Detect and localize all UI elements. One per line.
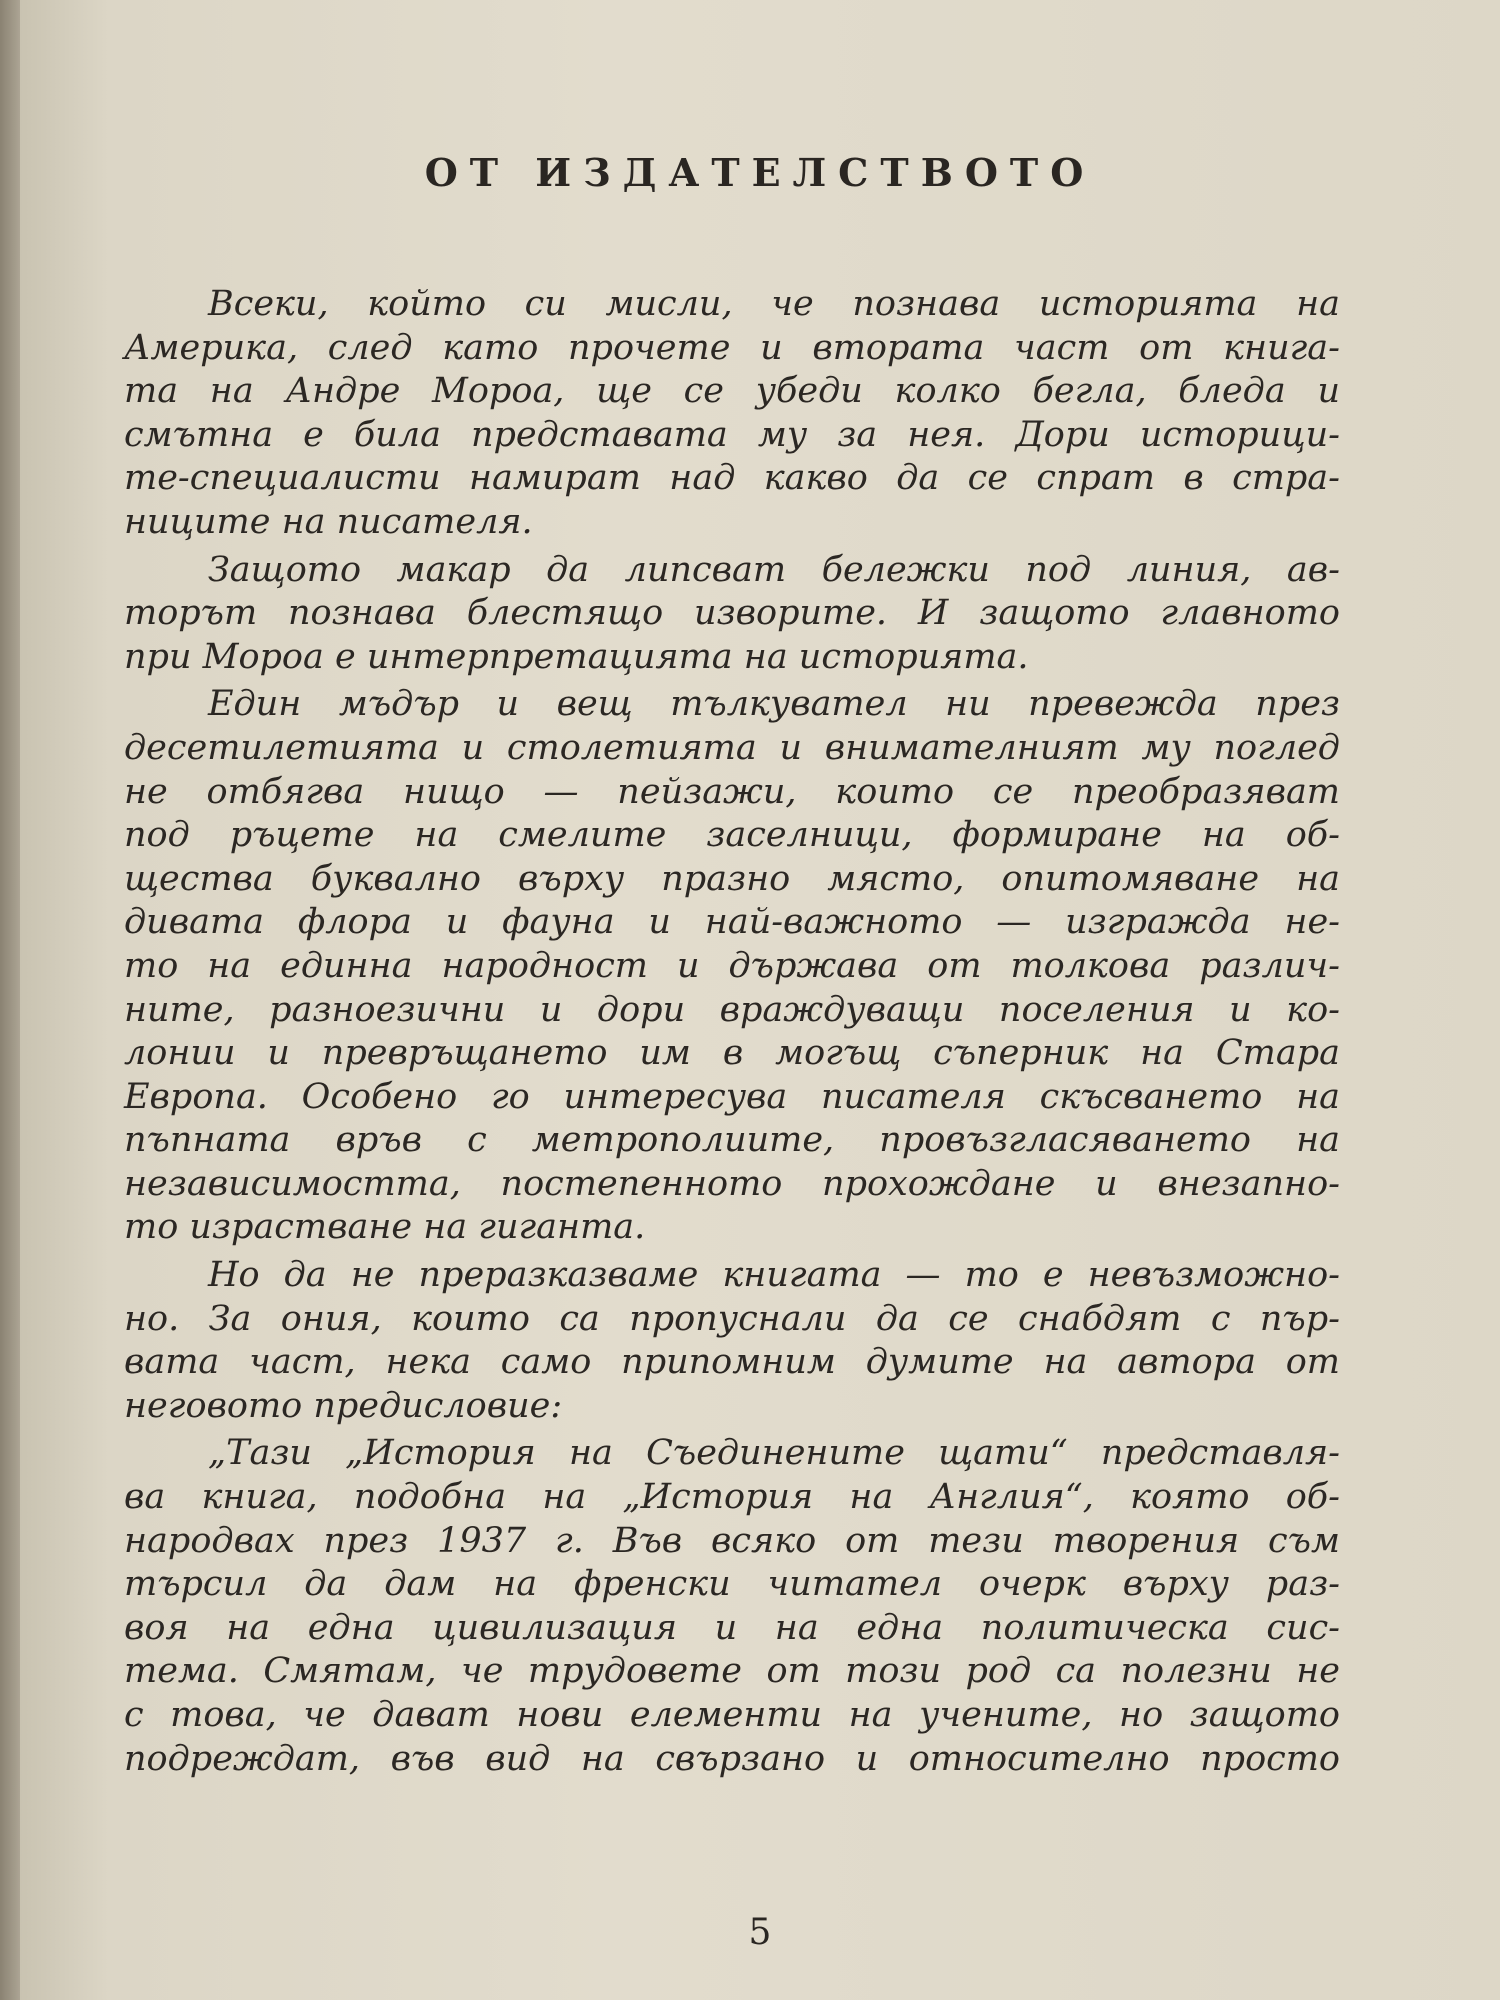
text-line: вата част, нека само припомним думите на автора от xyxy=(124,1342,1340,1383)
text-line: тема. Смятам, че трудовете от този род са полезни не xyxy=(124,1651,1340,1692)
text-line: смътна е била представата му за нея. Дори историци- xyxy=(124,414,1340,455)
text-line: пъпната връв с метрополиите, провъзгласяването на xyxy=(124,1120,1340,1161)
text-line: под ръцете на смелите заселници, формиране на об- xyxy=(124,815,1340,856)
page-number: 5 xyxy=(748,1912,772,1953)
text-line: подреждат, във вид на свързано и относително просто xyxy=(124,1738,1340,1779)
page-heading: ОТ ИЗДАТЕЛСТВОТО xyxy=(424,150,1096,195)
text-line: десетилетията и столетията и внимателният му поглед xyxy=(124,727,1340,768)
body-text xyxy=(124,283,1340,1781)
text-line: торът познава блестящо изворите. И защото главното xyxy=(124,593,1340,634)
text-line: лонии и превръщането им в могъщ съперник на Стара xyxy=(124,1033,1340,1074)
text-line: те-специалисти намират над какво да се спрат в стра- xyxy=(124,458,1340,499)
text-line: щества буквално върху празно място, опитомяване на xyxy=(124,858,1340,899)
text-line: то на единна народност и държава от толкова различ- xyxy=(124,945,1340,986)
text-line: то израстване на гиганта. xyxy=(124,1207,646,1248)
text-line: търсил да дам на френски читател очерк върху раз- xyxy=(124,1564,1340,1605)
text-line: не отбягва нищо — пейзажи, които се преобразяват xyxy=(124,771,1340,812)
text-line: ните, разноезични и дори враждуващи поселения и ко- xyxy=(124,989,1340,1030)
book-page xyxy=(20,0,1500,2000)
text-line: дивата флора и фауна и най-важното — изгражда не- xyxy=(124,902,1340,943)
text-line: неговото предисловие: xyxy=(124,1385,563,1426)
text-line: Всеки, който си мисли, че познава историята на xyxy=(208,284,1340,324)
text-line: при Мороа е интерпретацията на историята. xyxy=(124,636,1029,677)
text-line: Но да не преразказваме книгата — то е невъзможно- xyxy=(208,1255,1340,1296)
text-line: Европа. Особено го интересува писателя скъсването на xyxy=(124,1076,1340,1117)
text-line: Америка, след като прочете и втората част от книга- xyxy=(124,327,1340,368)
text-line: ва книга, подобна на „История на Англия“, която об- xyxy=(124,1477,1340,1518)
text-line: с това, че дават нови елементи на учените, но защото xyxy=(124,1695,1340,1735)
text-line: народвах през 1937 г. Във всяко от тези творения съм xyxy=(124,1520,1340,1561)
text-line: независимостта, постепенното прохождане и внезапно- xyxy=(124,1163,1340,1204)
text-line: Един мъдър и вещ тълкувател ни превежда през xyxy=(208,684,1340,725)
text-line: но. За ония, които са пропуснали да се снабдят с пър- xyxy=(124,1298,1340,1339)
text-line: „Тази „История на Съединените щати“ представля- xyxy=(208,1433,1340,1474)
text-line: Защото макар да липсват бележки под линия, ав- xyxy=(208,549,1340,590)
text-line: ниците на писателя. xyxy=(124,501,533,542)
text-line: воя на една цивилизация и на една политическа сис- xyxy=(124,1607,1340,1648)
text-line: та на Андре Мороа, ще се убеди колко бегла, бледа и xyxy=(124,371,1340,412)
